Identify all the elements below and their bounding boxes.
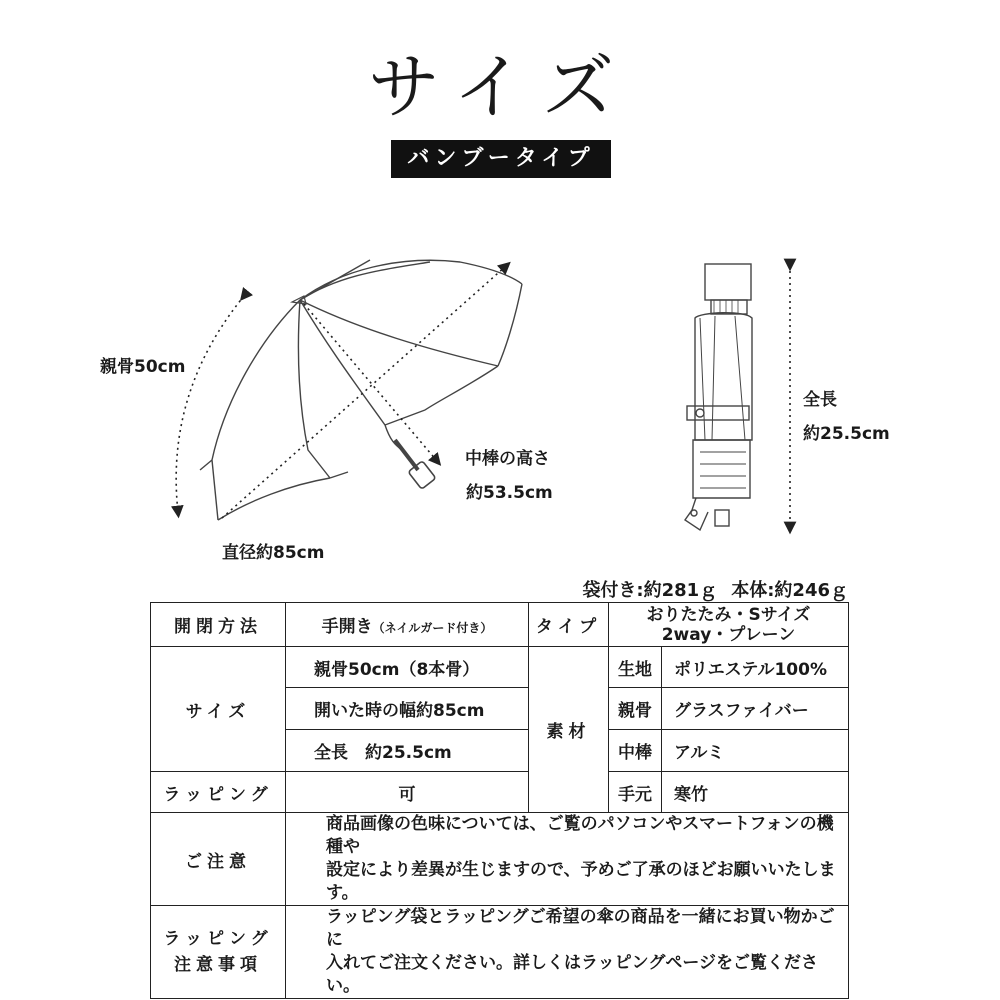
caution-text: 商品画像の色味については、ご覧のパソコンやスマートフォンの機種や 設定により差異が生じますので、予めご了承のほどお願いいたします。	[286, 813, 849, 906]
weights	[540, 576, 848, 602]
wrapping-note-text: ラッピング袋とラッピングご希望の傘の商品を一緒にお買い物かごに 入れてご注文ください。詳しくはラッピングページをご覧ください。	[286, 906, 849, 999]
table-row	[151, 813, 849, 906]
diameter-label: 直径約85cm	[222, 543, 325, 563]
total-length-value: 約25.5cm	[803, 424, 890, 444]
weight-body: 本体:約246ｇ	[731, 580, 848, 601]
rib-length-label: 親骨50cm	[100, 357, 186, 377]
total-length-title: 全長	[803, 390, 837, 410]
size-row: 全長 約25.5cm	[286, 730, 529, 772]
wrapping-value: 可	[286, 772, 529, 813]
type-badge: バンブータイプ	[391, 140, 611, 178]
page-title: サイズ	[367, 45, 633, 129]
type-header: タイプ	[529, 603, 609, 647]
material-label: 生地	[609, 647, 662, 688]
shaft-height-value: 約53.5cm	[466, 483, 553, 503]
caution-header: ご注意	[151, 813, 286, 906]
material-value: グラスファイバー	[662, 688, 849, 730]
material-value: アルミ	[662, 730, 849, 772]
material-label: 中棒	[609, 730, 662, 772]
material-header: 素材	[529, 647, 609, 813]
material-value: ポリエステル100%	[662, 647, 849, 688]
shaft-height-title: 中棒の高さ	[465, 449, 550, 469]
weight-with-bag: 袋付き:約281ｇ	[582, 580, 718, 601]
wrapping-header: ラッピング	[151, 772, 286, 813]
table-row	[151, 647, 849, 688]
material-value: 寒竹	[662, 772, 849, 813]
table-row	[151, 772, 849, 813]
table-row	[151, 906, 849, 999]
wrapping-note-header: ラッピング 注意事項	[151, 906, 286, 999]
open-method-value: 手開き（ネイルガード付き）	[286, 603, 529, 647]
size-row: 親骨50cm（8本骨）	[286, 647, 529, 688]
open-method-note: （ネイルガード付き）	[372, 621, 493, 635]
folded-umbrella-icon	[685, 264, 752, 530]
material-label: 親骨	[609, 688, 662, 730]
spec-table	[150, 602, 849, 999]
type-value: おりたたみ・Sサイズ 2way・プレーン	[609, 603, 849, 647]
open-method-header: 開閉方法	[151, 603, 286, 647]
size-header: サイズ	[151, 647, 286, 772]
table-row	[151, 603, 849, 647]
material-label: 手元	[609, 772, 662, 813]
size-row: 開いた時の幅約85cm	[286, 688, 529, 730]
